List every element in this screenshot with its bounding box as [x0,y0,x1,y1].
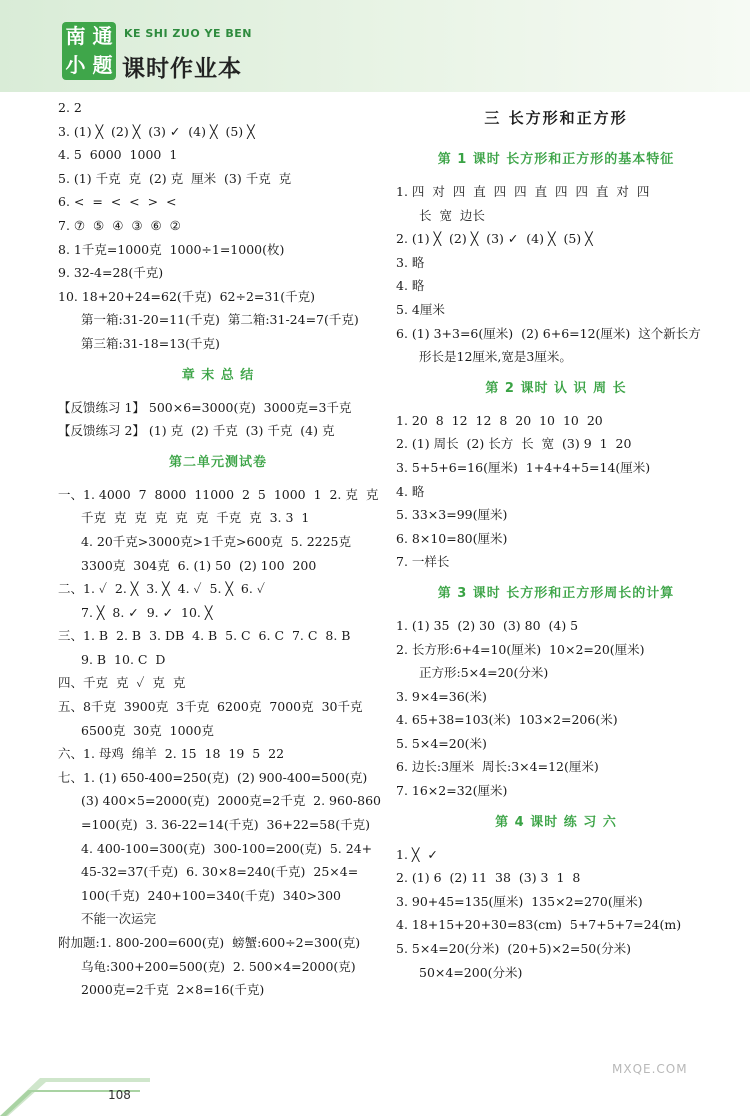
answer-line: 3. 5+5+6=16(厘米) 1+4+4+5=14(厘米) [396,459,651,475]
answer-line: 一、1. 4000 7 8000 11000 2 5 1000 1 2. 克 克 [58,486,379,502]
answer-line: 1. ╳ ✓ [396,846,438,862]
section-heading: 章 末 总 结 [181,367,255,383]
section-heading: 第二单元测试卷 [168,454,267,470]
answer-continuation: 乌龟:300+200=500(克) 2. 500×4=2000(克) [81,958,356,974]
answer-line: 4. 略 [396,483,425,499]
answer-line: 5. 5×4=20(分米) (20+5)×2=50(分米) [396,941,632,957]
answer-continuation: 4. 400-100=300(克) 300-100=200(克) 5. 24+ [81,840,373,856]
logo-char: 通 [92,24,113,48]
answer-continuation: 第三箱:31-18=13(千克) [81,335,220,351]
answer-line: 5. 33×3=99(厘米) [396,507,508,523]
section-heading: 第 1 课时 长方形和正方形的基本特征 [437,152,675,167]
answer-line: 四、千克 克 ✓ 克 克 [58,675,186,691]
answer-line: 1. 四 对 四 直 四 四 直 四 四 直 对 四 [396,184,650,199]
section-heading: 第 2 课时 认 识 周 长 [485,380,627,396]
answer-line: 7. 一样长 [396,554,450,570]
answer-line: 1. 20 8 12 12 8 20 10 10 20 [396,412,603,428]
answer-line: 5. 4厘米 [396,301,445,317]
answer-line: 5. 5×4=20(米) [396,735,487,751]
answer-line: 七、1. (1) 650-400=250(克) (2) 900-400=500(克) [58,769,368,785]
answer-line: 4. 18+15+20+30=83(cm) 5+7+5+7=24(m) [396,917,682,933]
answer-line: 2. (1) 周长 (2) 长方 长 宽 (3) 9 1 20 [396,436,632,452]
answer-line: 【反馈练习 2】 (1) 克 (2) 千克 (3) 千克 (4) 克 [58,423,335,439]
logo-char: 南 [65,24,86,48]
answer-line: 6. < = < < > < [58,194,177,210]
answer-line: 2. (1) ╳ (2) ╳ (3) ✓ (4) ╳ (5) ╳ [396,231,593,247]
answer-line: 2. 长方形:6+4=10(厘米) 10×2=20(厘米) [396,641,645,657]
answer-line: 9. 32-4=28(千克) [58,265,164,281]
answer-continuation: 不能一次运完 [81,911,157,927]
answer-continuation: 形长是12厘米,宽是3厘米。 [419,349,572,365]
answer-continuation: 3300克 304克 6. (1) 50 (2) 100 200 [81,557,317,573]
answer-line: 6. 8×10=80(厘米) [396,530,508,546]
answer-continuation: 长 宽 边长 [419,207,485,223]
answer-line: 【反馈练习 1】 500×6=3000(克) 3000克=3千克 [58,399,352,415]
right-answer-column [396,96,716,984]
answer-line: 7. ⑦ ⑤ ④ ③ ⑥ ② [58,217,181,233]
answer-continuation: 正方形:5×4=20(分米) [419,665,549,681]
section-heading: 第 4 课时 练 习 六 [495,814,617,830]
chapter-heading: 三 长方形和正方形 [484,109,628,127]
section-heading: 第 3 课时 长方形和正方形周长的计算 [437,585,675,601]
answer-continuation: 7. ╳ 8. ✓ 9. ✓ 10. ╳ [81,604,213,620]
answer-continuation: 50×4=200(分米) [419,964,523,980]
answer-line: 4. 略 [396,278,425,294]
answer-line: 六、1. 母鸡 绵羊 2. 15 18 19 5 22 [58,746,285,762]
answer-continuation: (3) 400×5=2000(克) 2000克=2千克 2. 960-860 [81,793,381,809]
answer-continuation: 第一箱:31-20=11(千克) 第二箱:31-24=7(千克) [81,312,359,328]
answer-line: 2. (1) 6 (2) 11 38 (3) 3 1 8 [396,870,581,886]
answer-line: 三、1. B 2. B 3. DB 4. B 5. C 6. C 7. C 8. B [58,628,351,644]
answer-line: 1. (1) 35 (2) 30 (3) 80 (4) 5 [396,617,579,633]
answer-line: 6. 边长:3厘米 周长:3×4=12(厘米) [396,759,599,775]
answer-line: 6. (1) 3+3=6(厘米) (2) 6+6=12(厘米) 这个新长方 [396,325,701,341]
page-number: 108 [108,1088,131,1102]
answer-line: 2. 2 [58,100,82,115]
answer-line: 7. 16×2=32(厘米) [396,783,508,799]
answer-continuation: 100(千克) 240+100=340(千克) 340>300 [81,887,341,903]
answer-line: 5. (1) 千克 克 (2) 克 厘米 (3) 千克 克 [58,170,292,186]
answer-continuation: 千克 克 克 克 克 克 千克 克 3. 3 1 [81,510,310,526]
answer-line: 附加题:1. 800-200=600(克) 螃蟹:600÷2=300(克) [58,935,361,950]
logo [62,22,116,80]
brand-subtitle: KE SHI ZUO YE BEN [124,27,252,40]
answer-line: 3. 90+45=135(厘米) 135×2=270(厘米) [396,893,643,909]
left-answer-column [58,96,381,1002]
logo-char: 题 [92,53,113,77]
answer-continuation: 4. 20千克>3000克>1千克>600克 5. 2225克 [81,533,352,549]
logo-char: 小 [65,53,86,77]
answer-line: 3. 9×4=36(米) [396,688,487,704]
answer-line: 二、1. ✓ 2. ╳ 3. ╳ 4. ✓ 5. ╳ 6. ✓ [58,581,265,597]
answer-line: 3. (1) ╳ (2) ╳ (3) ✓ (4) ╳ (5) ╳ [58,123,255,139]
answer-continuation: 45-32=37(千克) 6. 30×8=240(千克) 25×4= [81,864,359,880]
answer-line: 4. 5 6000 1000 1 [58,147,178,163]
watermark: MXQE.COM [612,1062,688,1076]
answer-line: 3. 略 [396,254,425,270]
brand-title: 课时作业本 [122,56,242,82]
answer-continuation: 2000克=2千克 2×8=16(千克) [81,982,265,998]
answer-line: 4. 65+38=103(米) 103×2=206(米) [396,712,618,728]
answer-line: 8. 1千克=1000克 1000÷1=1000(枚) [58,241,285,257]
answer-continuation: 9. B 10. C D [81,651,166,667]
answer-continuation: =100(克) 3. 36-22=14(千克) 36+22=58(千克) [81,817,370,833]
answer-continuation: 6500克 30克 1000克 [81,722,214,738]
answer-line: 五、8千克 3900克 3千克 6200克 7000克 30千克 [58,699,363,715]
answer-line: 10. 18+20+24=62(千克) 62÷2=31(千克) [58,288,316,304]
